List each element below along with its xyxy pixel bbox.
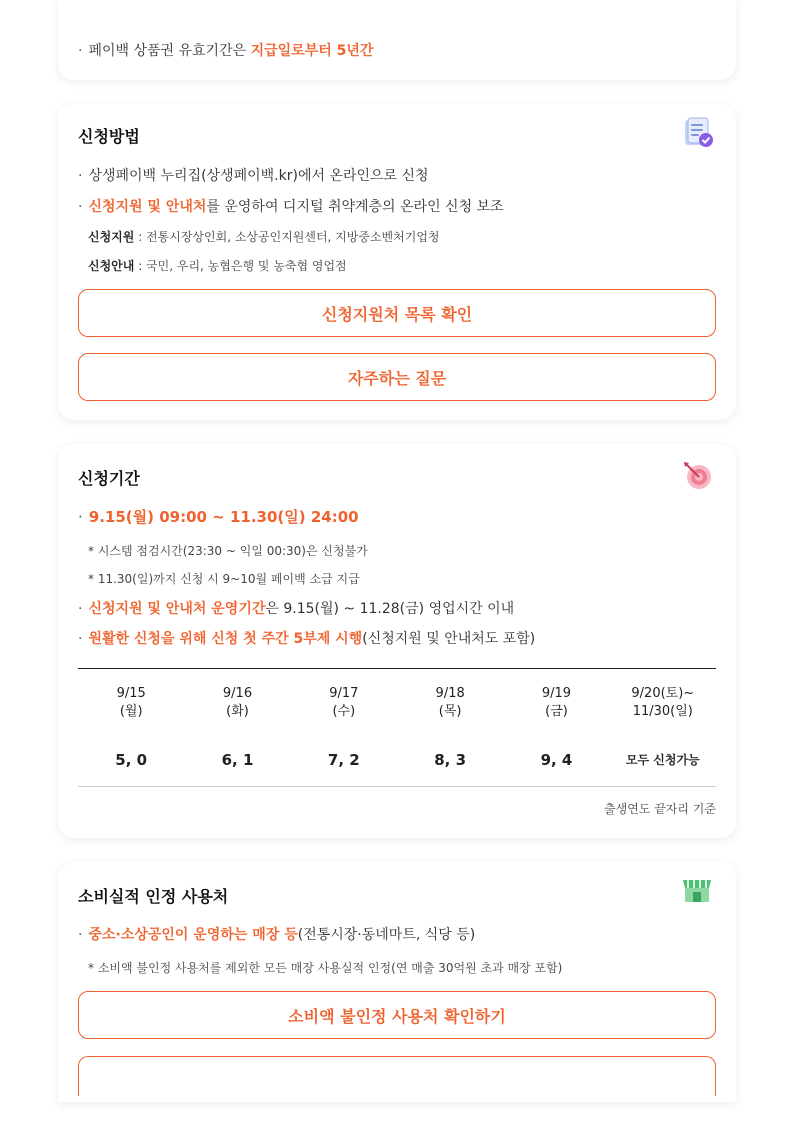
- apply-method-card: [58, 104, 736, 420]
- period-bullet: · 9.15(월) 09:00 ~ 11.30(일) 24:00: [78, 508, 359, 526]
- table-header-cell: 9/17 (수): [329, 686, 359, 719]
- guide-agencies: 신청안내 : 국민, 우리, 농협은행 및 농축협 영업점: [88, 259, 347, 273]
- table-header-cell: 9/20(토)~ 11/30(일): [631, 686, 695, 719]
- support-period-bullet: · 신청지원 및 안내처 운영기간은 9.15(월) ~ 11.28(금) 영업시간 이내: [78, 601, 515, 617]
- rotation-table: [78, 668, 716, 769]
- usage-place-bullet: · 중소·소상공인이 운영하는 매장 등(전통시장·동네마트, 식당 등): [78, 927, 476, 943]
- table-value-cell: 9, 4: [540, 751, 573, 769]
- table-header-cell: 9/18 (목): [435, 686, 465, 719]
- table-value-cell: 7, 2: [327, 751, 360, 769]
- table-value-cell: 8, 3: [434, 751, 467, 769]
- apply-method-title: 신청방법: [78, 127, 140, 146]
- apply-period-title: 신청기간: [78, 469, 140, 488]
- table-header-cell: 9/16 (화): [222, 686, 253, 719]
- support-list-button[interactable]: 신청지원처 목록 확인: [78, 289, 716, 337]
- faq-button[interactable]: 자주하는 질문: [78, 353, 716, 401]
- table-header-cell: 9/19 (금): [541, 686, 572, 719]
- table-values-row: [78, 751, 716, 769]
- validity-card: [58, 0, 736, 80]
- target-dart-icon: [680, 458, 714, 492]
- validity-bullet: · 페이백 상품권 유효기간은 지급일로부터 5년간: [78, 43, 374, 59]
- usage-place-title: 소비실적 인정 사용처: [78, 887, 229, 906]
- usage-place-card: [58, 862, 736, 1102]
- maintenance-note: * 시스템 점검시간(23:30 ~ 익일 00:30)은 신청불가: [88, 544, 368, 558]
- table-value-cell: 6, 1: [221, 751, 254, 769]
- usage-place-note: * 소비액 불인정 사용처를 제외한 모든 매장 사용실적 인정(연 매출 30억원 초과 매장 포함): [88, 961, 563, 975]
- table-header-row: [78, 685, 716, 721]
- support-agencies: 신청지원 : 전통시장상인회, 소상공인지원센터, 지방중소벤처기업청: [88, 230, 440, 244]
- storefront-icon: [680, 874, 714, 908]
- apply-support-bullet: · 신청지원 및 안내처를 운영하여 디지털 취약계층의 온라인 신청 보조: [78, 199, 504, 215]
- table-divider: [78, 786, 716, 787]
- document-check-icon: [680, 116, 714, 150]
- table-value-cell: 모두 신청가능: [625, 753, 700, 767]
- retro-payment-note: * 11.30(일)까지 신청 시 9~10월 페이백 소급 지급: [88, 572, 360, 586]
- table-header-cell: 9/15 (월): [116, 686, 146, 719]
- apply-period-card: [58, 444, 736, 838]
- next-button-partial[interactable]: [78, 1056, 716, 1096]
- apply-online-bullet: · 상생페이백 누리집(상생페이백.kr)에서 온라인으로 신청: [78, 168, 429, 184]
- table-value-cell: 5, 0: [115, 751, 148, 769]
- check-excluded-places-button[interactable]: 소비액 불인정 사용처 확인하기: [78, 991, 716, 1039]
- five-day-rotation-bullet: · 원활한 신청을 위해 신청 첫 주간 5부제 시행(신청지원 및 안내처도 포함): [78, 631, 536, 647]
- table-footnote: 출생연도 끝자리 기준: [604, 802, 716, 816]
